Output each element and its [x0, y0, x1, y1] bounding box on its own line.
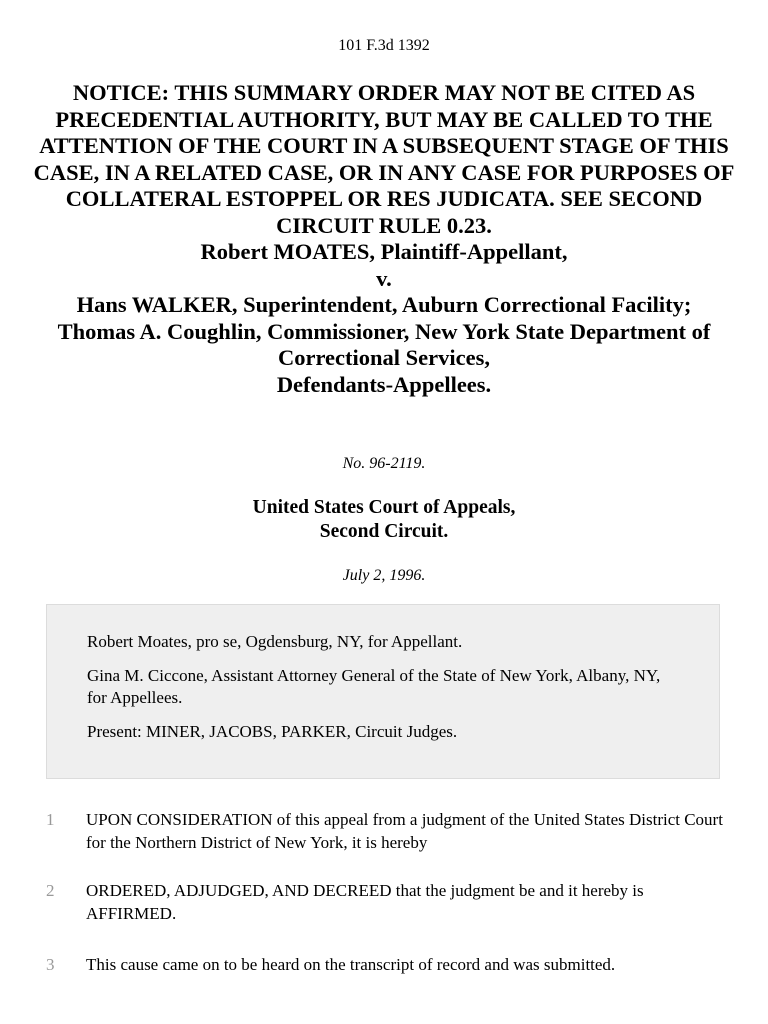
case-caption — [30, 80, 738, 398]
appellees-counsel: Gina M. Ciccone, Assistant Attorney General of the State of New York, Albany, NY, for Appellees. — [87, 666, 661, 707]
plaintiff-party: Robert MOATES, Plaintiff-Appellant, — [200, 239, 568, 264]
appellant-counsel: Robert Moates, pro se, Ogdensburg, NY, for Appellant. — [87, 632, 463, 651]
judges-panel: Present: MINER, JACOBS, PARKER, Circuit Judges. — [87, 722, 458, 741]
paragraph-text: This cause came on to be heard on the transcript of record and was submitted. — [86, 955, 616, 974]
summary-order-notice: NOTICE: THIS SUMMARY ORDER MAY NOT BE CITED AS PRECEDENTIAL AUTHORITY, BUT MAY BE CALLED TO THE ATTENTION OF THE COURT IN A SUBSEQUENT STAGE OF THIS CASE, IN A RELATED CASE, OR IN ANY CASE FOR PURPOSES OF COLLATERAL ESTOPPEL OR RES JUDICATA. SEE SECOND CIRCUIT RULE 0.23. — [33, 80, 735, 238]
docket-number: No. 96-2119. — [342, 455, 426, 472]
court-name-line-2: Second Circuit. — [319, 521, 449, 542]
defendant-party-2: Thomas A. Coughlin, Commissioner, New York State Department of Correctional Services, — [57, 318, 711, 370]
paragraph-number: 1 — [46, 810, 55, 829]
case-citation: 101 F.3d 1392 — [338, 37, 430, 54]
paragraph-number: 3 — [46, 955, 55, 974]
paragraph-number: 2 — [46, 881, 55, 900]
court-name — [0, 496, 768, 544]
court-name-line-1: United States Court of Appeals, — [252, 497, 516, 518]
versus-label: v. — [376, 265, 392, 291]
counsel-panel — [46, 604, 720, 779]
paragraph-text: UPON CONSIDERATION of this appeal from a judgment of the United States District Court for the Northern District of New York, it is hereby — [86, 810, 723, 852]
decision-date: July 2, 1996. — [342, 567, 426, 584]
paragraph-text: ORDERED, ADJUDGED, AND DECREED that the judgment be and it hereby is AFFIRMED. — [86, 881, 644, 923]
defendant-party-1: Hans WALKER, Superintendent, Auburn Correctional Facility; — [76, 292, 692, 317]
defendant-role: Defendants-Appellees. — [276, 371, 492, 397]
